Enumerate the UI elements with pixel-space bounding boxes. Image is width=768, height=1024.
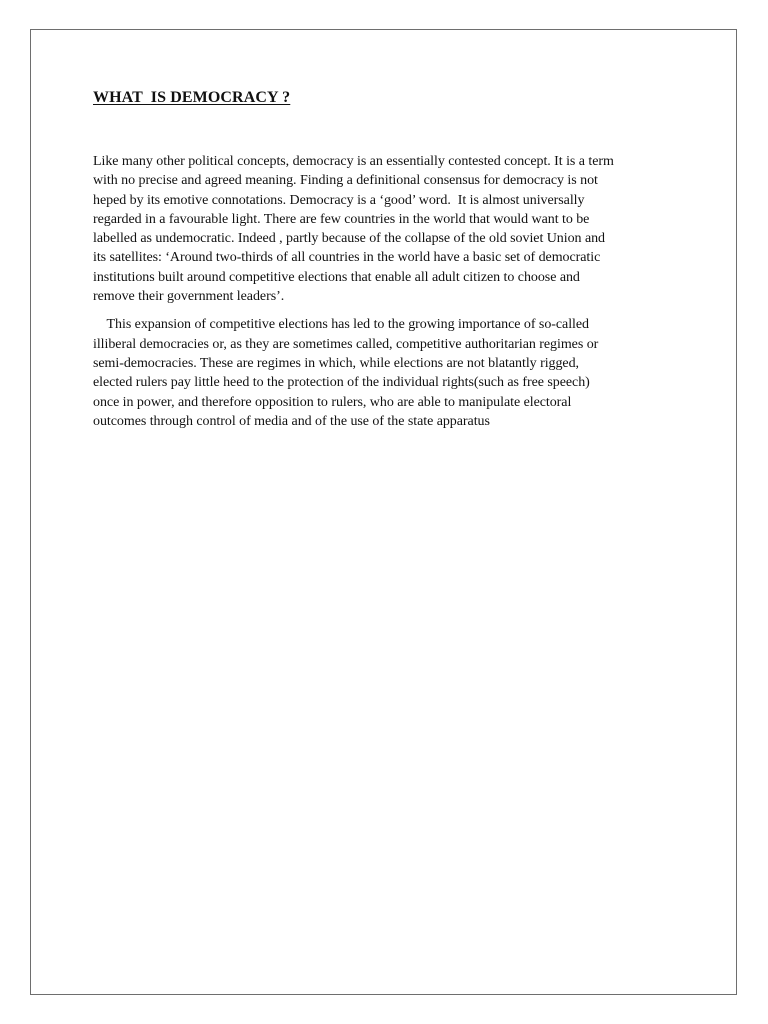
paragraph-2: [93, 315, 698, 431]
document-page: [30, 29, 737, 995]
paragraph-line: Like many other political concepts, democracy is an essentially contested concept. It is a term: [93, 154, 614, 169]
paragraph-line: heped by its emotive connotations. Democracy is a ‘good’ word. It is almost universally: [93, 192, 585, 208]
paragraph-line: with no precise and agreed meaning. Finding a definitional consensus for democracy is not: [93, 173, 598, 189]
paragraph-line: This expansion of competitive elections has led to the growing importance of so-called: [93, 317, 590, 333]
paragraph-line: labelled as undemocratic. Indeed , partly because of the collapse of the old soviet Union and: [93, 231, 606, 247]
paragraph-line: illiberal democracies or, as they are sometimes called, competitive authoritarian regimes or: [93, 336, 599, 352]
page-title: WHAT IS DEMOCRACY ?: [93, 89, 291, 106]
paragraph-line: semi-democracies. These are regimes in which, while elections are not blatantly rigged,: [93, 355, 579, 371]
paragraph-line: its satellites: ‘Around two-thirds of all countries in the world have a basic set of democratic: [93, 250, 601, 266]
paragraph-line: regarded in a favourable light. There are few countries in the world that would want to be: [93, 211, 590, 227]
paragraph-line: outcomes through control of media and of the use of the state apparatus: [93, 413, 490, 429]
paragraph-line: institutions built around competitive elections that enable all adult citizen to choose and: [93, 269, 580, 285]
paragraph-line: elected rulers pay little heed to the protection of the individual rights(such as free speech): [93, 375, 590, 391]
document-body: [93, 86, 698, 431]
paragraph-1: [93, 152, 698, 306]
paragraph-line: once in power, and therefore opposition to rulers, who are able to manipulate electoral: [93, 394, 572, 410]
paragraph-line: remove their government leaders’.: [93, 289, 285, 305]
